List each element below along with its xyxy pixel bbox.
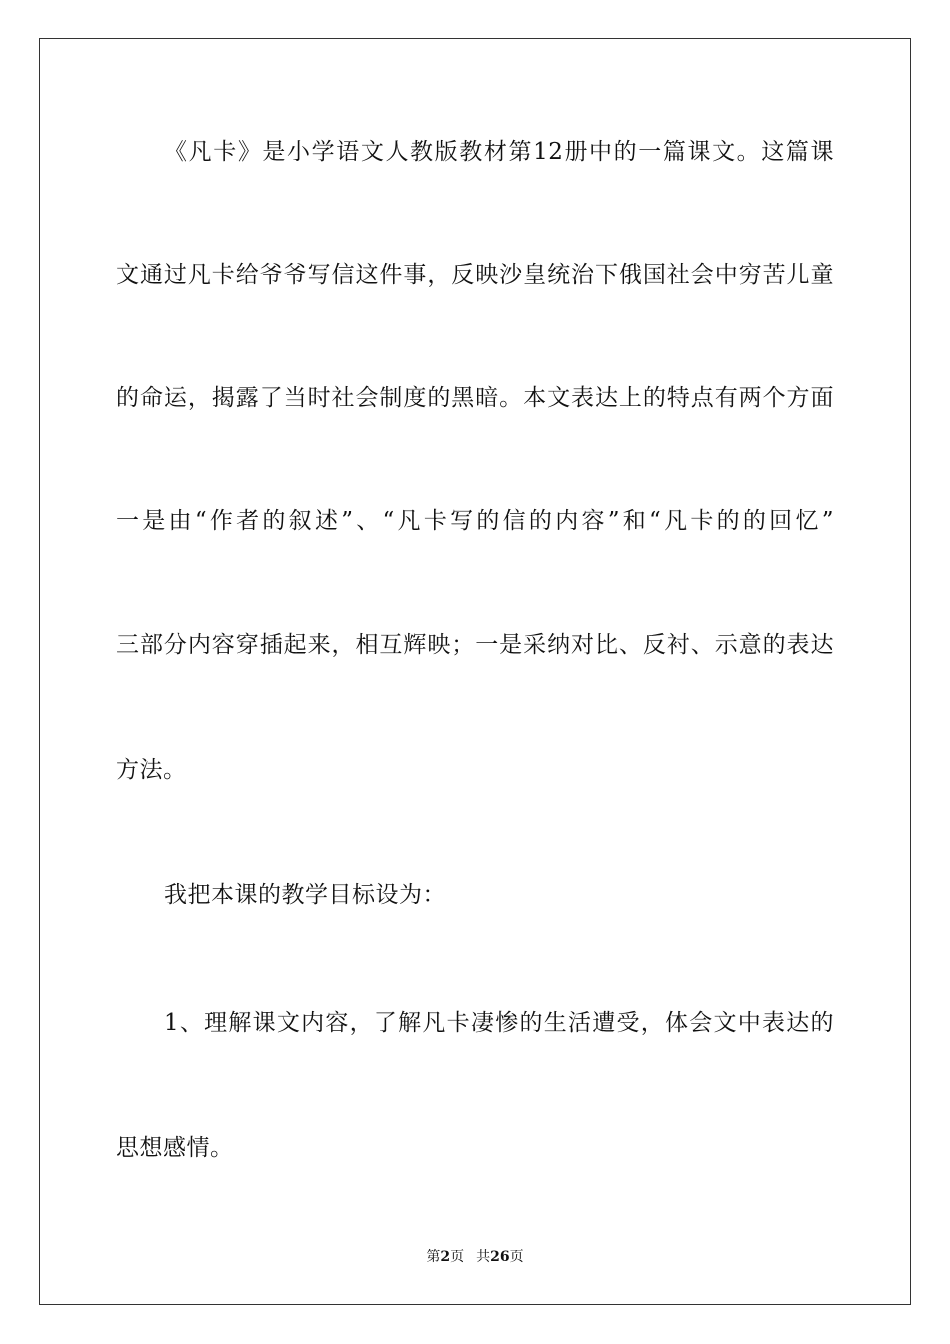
paragraph-line-1: 《凡卡》是小学语文人教版教材第12册中的一篇课文。这篇课 bbox=[164, 139, 834, 165]
footer-total-suffix: 页 bbox=[509, 1249, 524, 1265]
footer-page-suffix: 页 bbox=[450, 1249, 465, 1265]
paragraph-line-6: 方法。 bbox=[116, 757, 187, 783]
paragraph-line-5: 三部分内容穿插起来，相互辉映；一是采纳对比、反衬、示意的表达 bbox=[116, 632, 834, 658]
objective-1-line-2: 思想感情。 bbox=[116, 1135, 234, 1161]
footer-page-number: 2 bbox=[440, 1249, 451, 1265]
footer-total-pages: 26 bbox=[490, 1249, 510, 1265]
paragraph-line-3: 的命运，揭露了当时社会制度的黑暗。本文表达上的特点有两个方面 bbox=[116, 385, 834, 411]
page-footer bbox=[0, 1248, 950, 1266]
objectives-intro: 我把本课的教学目标设为： bbox=[164, 882, 446, 908]
paragraph-line-4: 一是由“作者的叙述”、“凡卡写的信的内容”和“凡卡的的回忆” bbox=[116, 508, 834, 534]
footer-page-prefix: 第 bbox=[426, 1249, 441, 1265]
objective-1-line-1: 1、理解课文内容，了解凡卡凄惨的生活遭受，体会文中表达的 bbox=[164, 1010, 834, 1036]
page-border bbox=[39, 38, 911, 1305]
footer-total-prefix: 共 bbox=[476, 1249, 491, 1265]
paragraph-line-2: 文通过凡卡给爷爷写信这件事，反映沙皇统治下俄国社会中穷苦儿童 bbox=[116, 262, 834, 288]
